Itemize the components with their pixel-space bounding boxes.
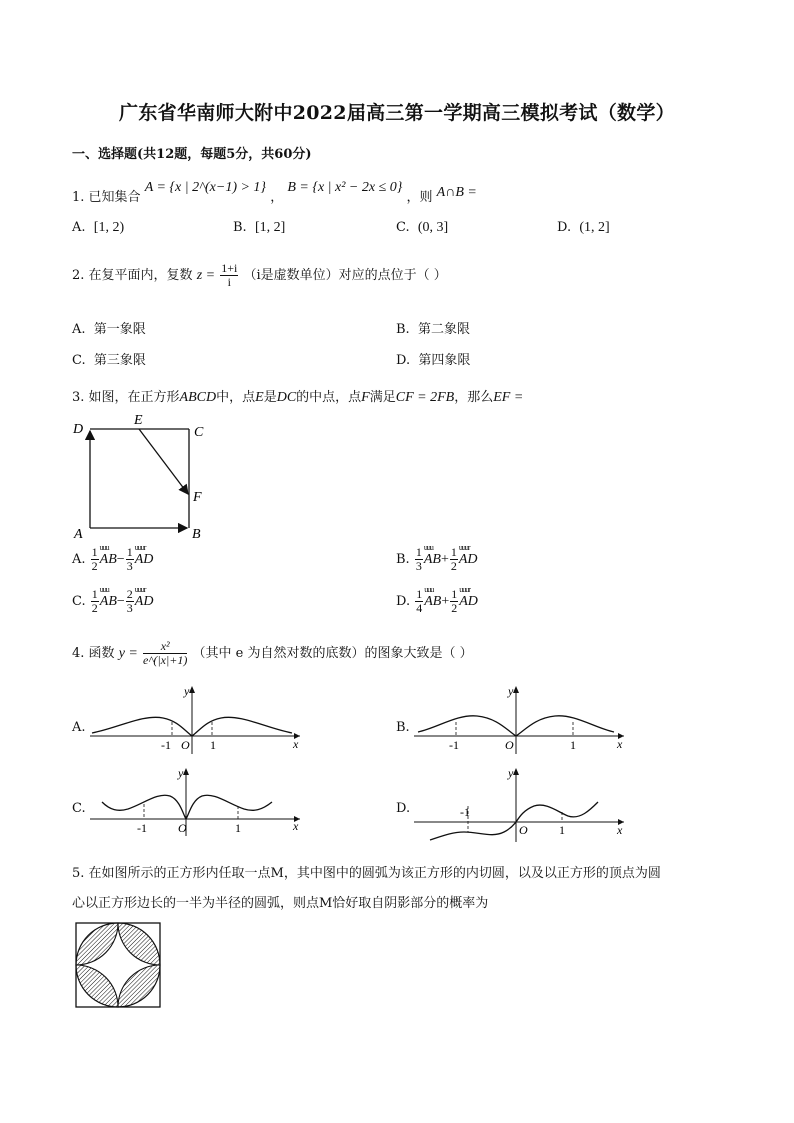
q4-option-a-label: A. xyxy=(72,720,86,735)
label-c: C xyxy=(194,425,204,440)
svg-text:x: x xyxy=(293,819,299,833)
q1-comma: ， xyxy=(270,190,284,205)
svg-text:y: y xyxy=(508,684,514,698)
q1-option-a: A. [1, 2) xyxy=(72,220,125,235)
q4-graph-b xyxy=(412,684,632,756)
question-4: 4. 函数 y = $\frac{\text{x²}}{e\^{}(|x|+1)}$ （其中 e 为自然对数的底数）的图象大致是（ ） xyxy=(72,639,473,667)
section-heading: 一、选择题(共12题，每题5分，共60分) xyxy=(72,147,312,162)
svg-text:1: 1 xyxy=(235,821,241,835)
q4-option-c-label: C. xyxy=(72,801,86,816)
q4-option-b-label: B. xyxy=(396,720,410,735)
svg-text:O: O xyxy=(181,738,190,752)
q2-prefix: 2. 在复平面内，复数 xyxy=(72,268,193,283)
svg-text:y: y xyxy=(178,766,184,780)
q3-square-figure xyxy=(68,412,218,542)
q1-option-c: C. (0, 3] xyxy=(396,220,449,235)
svg-text:y: y xyxy=(508,766,514,780)
incircle xyxy=(76,923,160,1007)
vector-ef xyxy=(139,429,188,494)
svg-text:O: O xyxy=(505,738,514,752)
q4-graph-c xyxy=(88,766,308,838)
q3-option-c: C. $\frac{1}{2}$ uuu AB− $\frac{2}{3}$ uuur AD xyxy=(72,585,154,615)
q5-line-2: 心以正方形边长的一半为半径的圆弧，则点M恰好取自阴影部分的概率为 xyxy=(72,896,489,911)
svg-text:1: 1 xyxy=(559,823,565,837)
q2-z: z = xyxy=(196,268,216,283)
svg-text:x: x xyxy=(293,737,299,751)
q1-prefix: 1. 已知集合 xyxy=(72,190,141,205)
q1-then: ，则 xyxy=(406,190,433,205)
q3-ask: EF = xyxy=(493,390,524,405)
page-title: 广东省华南师大附中2022届高三第一学期高三模拟考试（数学） xyxy=(119,102,675,124)
q2-option-b: B. 第二象限 xyxy=(396,322,470,337)
svg-text:1: 1 xyxy=(210,738,216,752)
svg-text:y: y xyxy=(184,684,190,698)
svg-text:1: 1 xyxy=(570,738,576,752)
q4-option-d-label: D. xyxy=(396,801,411,816)
q5-line-1: 5. 在如图所示的正方形内任取一点M，其中图中的圆弧为该正方形的内切圆，以及以正方形的顶点为圆 xyxy=(72,866,661,881)
label-f: F xyxy=(193,490,202,505)
svg-text:x: x xyxy=(617,823,623,837)
q1-set-b: B = {x | x² − 2x ≤ 0} xyxy=(287,180,403,195)
q3-option-d: D. $\frac{1}{4}$ uuu AB+ $\frac{1}{2}$ uuur AD xyxy=(396,585,478,615)
svg-text:O: O xyxy=(519,823,528,837)
q3-condition: CF = 2FB xyxy=(395,390,455,405)
svg-text:-1: -1 xyxy=(161,738,171,752)
q2-option-c: C. 第三象限 xyxy=(72,353,146,368)
label-e: E xyxy=(134,413,143,428)
q1-set-a: A = {x | 2^(x−1) > 1} xyxy=(144,180,267,195)
label-b: B xyxy=(192,527,201,542)
svg-text:O: O xyxy=(178,821,187,835)
q3-option-a: A. $\frac{1}{2}$ uuu AB− $\frac{1}{3}$ uuur AD xyxy=(72,543,154,573)
q1-ask: A∩B = xyxy=(436,185,477,200)
q2-suffix: （i是虚数单位）对应的点位于（ ） xyxy=(243,268,447,283)
q3-option-b: B. $\frac{1}{3}$ uuu AB+ $\frac{1}{2}$ uuur AD xyxy=(396,543,478,573)
svg-text:x: x xyxy=(617,737,623,751)
q2-option-d: D. 第四象限 xyxy=(396,353,471,368)
q4-graph-d xyxy=(412,766,632,846)
svg-text:-1: -1 xyxy=(449,738,459,752)
question-2 xyxy=(72,262,447,289)
question-3: 3. 如图，在正方形ABCD中，点E是DC的中点，点F满足CF = 2FB，那么EF = xyxy=(72,390,524,405)
q5-square-figure xyxy=(74,921,164,1011)
q1-option-d: D. (1, 2] xyxy=(557,220,610,235)
question-1 xyxy=(72,180,477,206)
label-d: D xyxy=(73,422,84,437)
label-a: A xyxy=(74,527,83,542)
q1-option-b: B. [1, 2] xyxy=(233,220,286,235)
q4-graph-a xyxy=(88,684,308,756)
q2-fraction: $\frac{1+i}{i}$ xyxy=(221,261,238,289)
q2-option-a: A. 第一象限 xyxy=(72,322,146,337)
svg-text:-1: -1 xyxy=(460,805,470,819)
svg-text:-1: -1 xyxy=(137,821,147,835)
